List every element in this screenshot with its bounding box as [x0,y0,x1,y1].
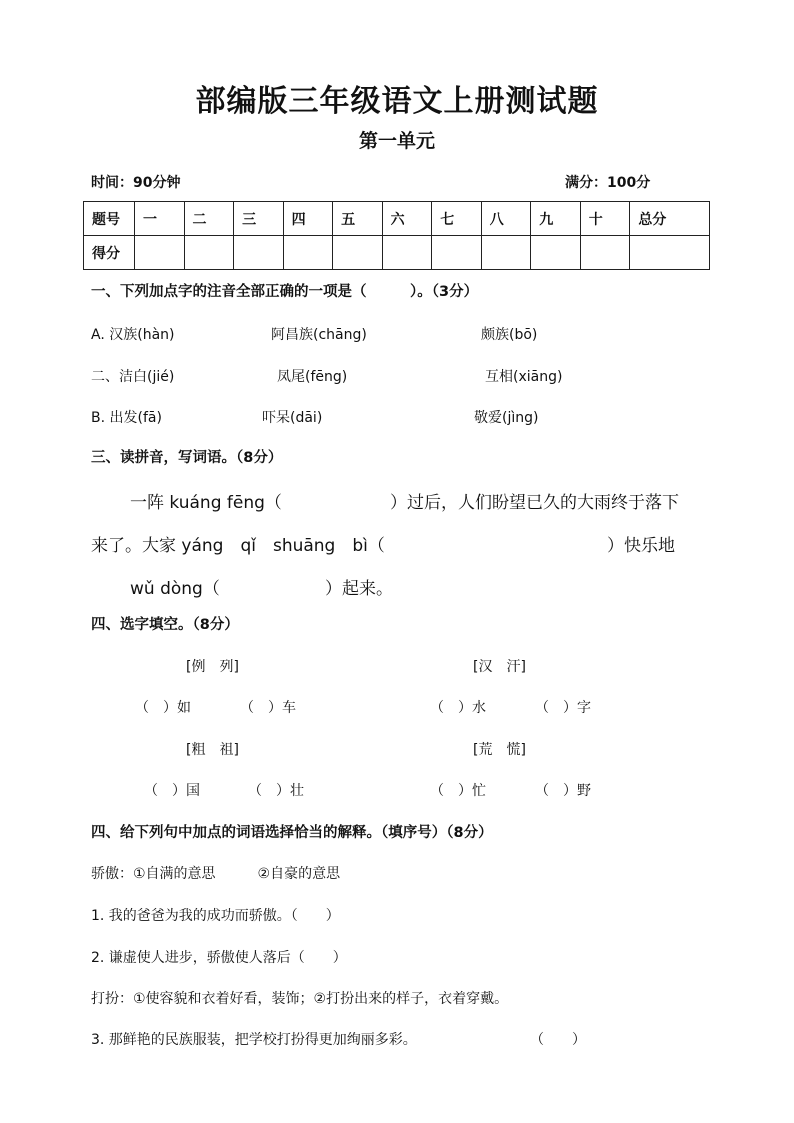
q3-text: 一阵 kuáng fēng（ [130,493,282,513]
score-cell-4: 四 [283,202,333,236]
q4-blank-item[interactable]: （ ）水 [430,700,486,716]
q3-text: 来了。大家 yáng qǐ shuāng bì（ [91,536,385,556]
score-input-cell[interactable] [382,236,432,270]
score-input-cell[interactable] [333,236,383,270]
score-cell-5: 五 [333,202,383,236]
score-table-header-row [84,202,710,236]
score-cell-label: 题号 [84,202,135,236]
q5-sentence: 1. 我的爸爸为我的成功而骄傲。（ ） [91,908,340,924]
q3-text: ）过后，人们盼望已久的大雨终于落下 [390,493,679,513]
q4-char-group: [汉 汗] [473,659,526,675]
score-input-cell[interactable] [432,236,482,270]
q4-blank-item[interactable]: （ ）字 [535,700,591,716]
q5-heading: 四、给下列句中加点的词语选择恰当的解释。（填序号）（8分） [91,825,493,841]
full-score: 满分：100分 [565,175,651,191]
q1-option: 敬爱(jìng) [474,410,539,426]
score-table [83,201,710,270]
q4-char-group: [荒 慌] [473,742,526,758]
score-cell-2: 二 [184,202,234,236]
score-input-cell[interactable] [184,236,234,270]
q1-option: 阿昌族(chāng) [271,327,367,343]
q4-char-group: [粗 祖] [186,742,239,758]
q3-text: wǔ dòng（ [130,579,220,599]
score-input-cell[interactable] [135,236,185,270]
q5-sentence: 3. 那鲜艳的民族服装，把学校打扮得更加绚丽多彩。 [91,1032,417,1048]
q4-blank-item[interactable]: （ ）野 [535,783,591,799]
q1-option: 凤尾(fēng) [277,369,348,385]
exam-time: 时间：90分钟 [91,175,181,191]
q1-option: A. 汉族(hàn) [91,327,175,343]
q1-option: B. 出发(fā) [91,410,162,426]
q4-blank-item[interactable]: （ ）如 [135,700,191,716]
q4-blank-item[interactable]: （ ）忙 [430,783,486,799]
q4-blank-item[interactable]: （ ）国 [144,783,200,799]
score-cell-10: 十 [580,202,630,236]
score-input-cell[interactable] [234,236,284,270]
score-cell-7: 七 [432,202,482,236]
q5-definition: 骄傲：①自满的意思 ②自豪的意思 [91,866,341,882]
page-subtitle: 第一单元 [358,130,435,152]
page-title: 部编版三年级语文上册测试题 [195,84,599,119]
score-cell-9: 九 [531,202,581,236]
q4-heading: 四、选字填空。（8分） [91,617,239,633]
q4-blank-item[interactable]: （ ）车 [240,700,296,716]
q3-heading: 三、读拼音，写词语。（8分） [91,450,283,466]
q3-text: ）快乐地 [607,536,675,556]
q1-heading: 一、下列加点字的注音全部正确的一项是（ ）。（3分） [91,284,479,300]
score-input-cell[interactable] [283,236,333,270]
q5-sentence: 2. 谦虚使人进步，骄傲使人落后（ ） [91,950,347,966]
score-cell-1: 一 [135,202,185,236]
score-input-cell[interactable] [630,236,710,270]
q3-text: ）起来。 [325,579,393,599]
score-input-cell[interactable] [580,236,630,270]
score-cell-6: 六 [382,202,432,236]
score-input-cell[interactable] [481,236,531,270]
score-cell-8: 八 [481,202,531,236]
q5-answer-blank[interactable]: （ ） [530,1032,586,1048]
score-cell-3: 三 [234,202,284,236]
q1-option: 吓呆(dāi) [262,410,323,426]
q1-option: 互相(xiāng) [485,369,563,385]
q1-option: 二、洁白(jié) [91,369,175,385]
score-row-label: 得分 [84,236,135,270]
score-table-score-row [84,236,710,270]
q4-blank-item[interactable]: （ ）壮 [248,783,304,799]
q1-option: 颇族(bō) [481,327,538,343]
score-cell-total: 总分 [630,202,710,236]
score-input-cell[interactable] [531,236,581,270]
q4-char-group: [例 列] [186,659,239,675]
q5-definition: 打扮：①使容貌和衣着好看，装饰；②打扮出来的样子，衣着穿戴。 [91,991,509,1007]
